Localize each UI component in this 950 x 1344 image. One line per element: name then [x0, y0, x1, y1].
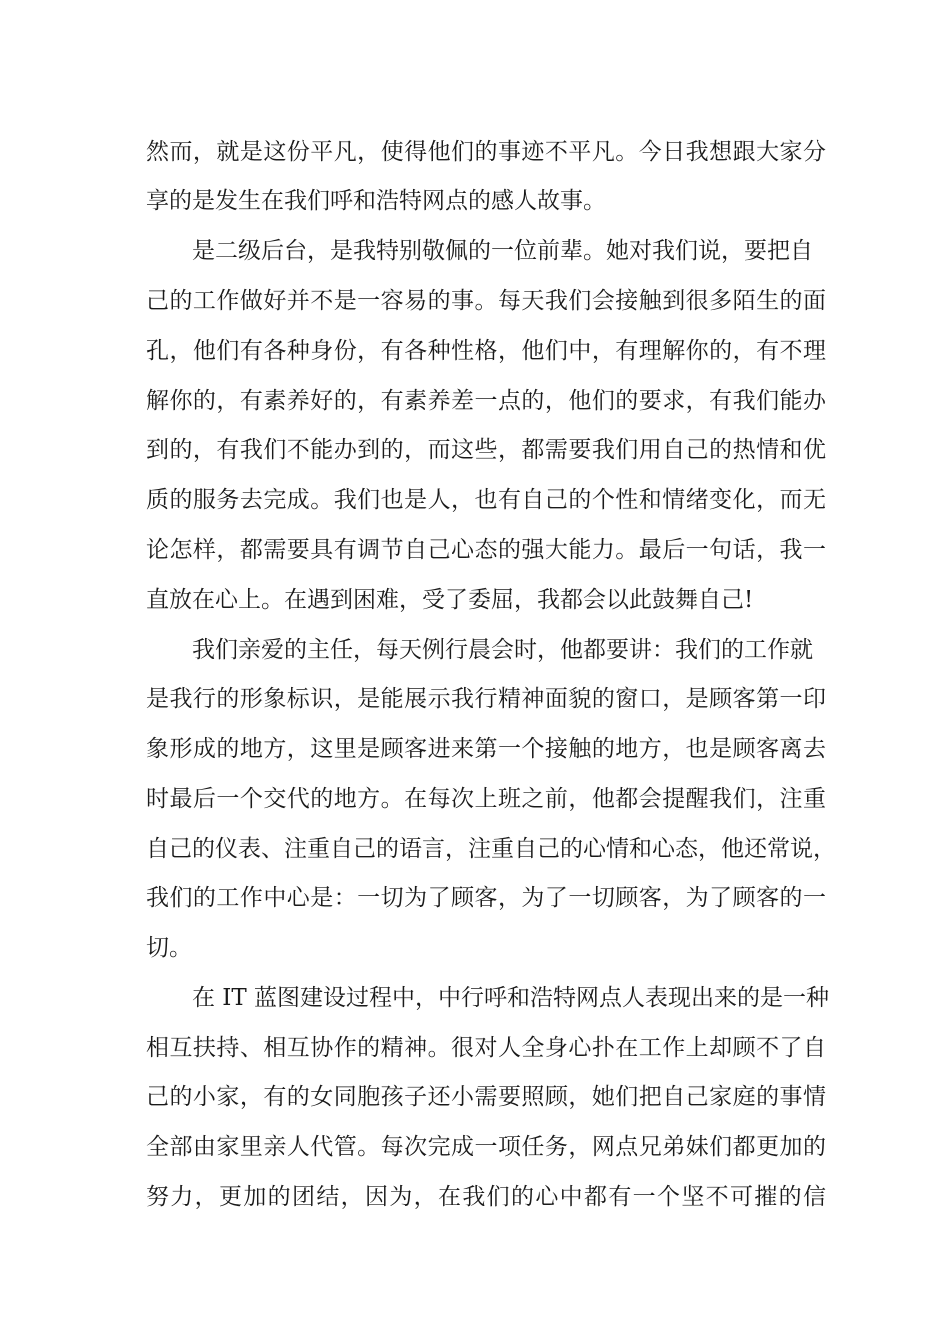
text-line: 相互扶持、相互协作的精神。很对人全身心扑在工作上却顾不了自: [146, 1035, 826, 1061]
text-line: 是我行的形象标识，是能展示我行精神面貌的窗口，是顾客第一印: [146, 686, 826, 712]
text-line: 解你的，有素养好的，有素养差一点的，他们的要求，有我们能办: [146, 388, 826, 414]
text-line: 象形成的地方，这里是顾客进来第一个接触的地方，也是顾客离去: [146, 736, 826, 762]
text-line: 我们亲爱的主任，每天例行晨会时，他都要讲：我们的工作就: [192, 637, 813, 663]
text-line: 在 IT 蓝图建设过程中，中行呼和浩特网点人表现出来的是一种: [192, 985, 830, 1011]
text-line: 孔，他们有各种身份，有各种性格，他们中，有理解你的，有不理: [146, 338, 826, 364]
text-line: 切。: [146, 935, 192, 961]
text-line: 论怎样，都需要具有调节自己心态的强大能力。最后一句话，我一: [146, 537, 826, 563]
text-line: 享的是发生在我们呼和浩特网点的感人故事。: [146, 188, 606, 214]
text-line: 然而，就是这份平凡，使得他们的事迹不平凡。今日我想跟大家分: [146, 139, 826, 165]
text-line: 全部由家里亲人代管。每次完成一项任务，网点兄弟妹们都更加的: [146, 1134, 826, 1160]
text-line: 到的，有我们不能办到的，而这些，都需要我们用自己的热情和优: [146, 437, 826, 463]
text-line: 己的工作做好并不是一容易的事。每天我们会接触到很多陌生的面: [146, 288, 826, 314]
text-line: 己的小家，有的女同胞孩子还小需要照顾，她们把自己家庭的事情: [146, 1084, 826, 1110]
text-line: 时最后一个交代的地方。在每次上班之前，他都会提醒我们，注重: [146, 786, 826, 812]
text-line: 是二级后台，是我特别敬佩的一位前辈。她对我们说，要把自: [192, 238, 813, 264]
text-line: 质的服务去完成。我们也是人，也有自己的个性和情绪变化，而无: [146, 487, 826, 513]
text-line: 直放在心上。在遇到困难，受了委屈，我都会以此鼓舞自己!: [146, 587, 754, 613]
text-line: 自己的仪表、注重自己的语言，注重自己的心情和心态，他还常说，: [146, 836, 836, 862]
text-line: 努力，更加的团结，因为，在我们的心中都有一个坚不可摧的信: [146, 1184, 826, 1210]
text-line: 我们的工作中心是：一切为了顾客，为了一切顾客，为了顾客的一: [146, 885, 826, 911]
